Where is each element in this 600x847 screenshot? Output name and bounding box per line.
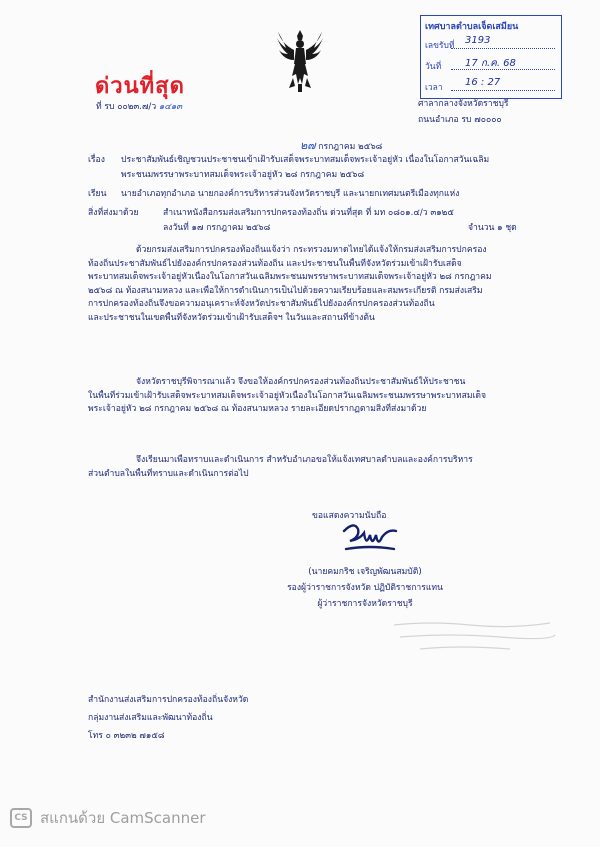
attachment-line2: ลงวันที่ ๑๗ กรกฎาคม ๒๕๖๘ (163, 223, 271, 233)
body-line: พระบาทสมเด็จพระเจ้าอยู่หัวเนื่องในโอกาสวันเฉลิมพระชนมพรรษาพระบาทสมเด็จพระเจ้าอยู่หัว ๒๘ กรกฎาคม (88, 272, 492, 283)
subject-label: เรื่อง (88, 155, 105, 165)
watermark-text: สแกนด้วย CamScanner (40, 809, 206, 827)
signature-icon (340, 519, 400, 555)
body-paragraph-2 (88, 376, 558, 417)
address-line1: ศาลากลางจังหวัดราชบุรี (418, 99, 509, 109)
stamp-date-value: 17 ก.ค. 68 (465, 58, 516, 69)
stamp-receive-label: เลขรับที่ (425, 41, 455, 51)
body-line: ด้วยกรมส่งเสริมการปกครองท้องถิ่นแจ้งว่า กระทรวงมหาดไทยได้แจ้งให้กรมส่งเสริมการปกครอง (136, 245, 487, 255)
stamp-line (451, 90, 555, 91)
camscanner-logo-icon: CS (10, 808, 32, 828)
receive-stamp (420, 15, 562, 99)
camscanner-watermark (10, 806, 206, 830)
body-line: ส่วนตำบลในพื้นที่ทราบและดำเนินการต่อไป (88, 468, 249, 479)
body-line: พระเจ้าอยู่หัว ๒๘ กรกฎาคม ๒๕๖๘ ณ ท้องสนามหลวง รายละเอียดปรากฏตามสิ่งที่ส่งมาด้วย (88, 404, 427, 415)
garuda-emblem-icon (276, 28, 324, 94)
stamp-line (451, 69, 555, 70)
reference-handwritten: ๑๔๑๓ (158, 102, 183, 112)
to-text: นายอำเภอทุกอำเภอ นายกองค์การบริหารส่วนจังหวัดราชบุรี และนายกเทศมนตรีเมืองทุกแห่ง (121, 189, 460, 199)
address-line2: ถนนอำเภอ รบ ๗๐๐๐๐ (418, 115, 502, 125)
body-line: จึงเรียนมาเพื่อทราบและดำเนินการ สำหรับอำเภอขอให้แจ้งเทศบาลตำบลและองค์การบริหาร (136, 455, 473, 465)
body-line: ๒๕๖๘ ณ ท้องสนามหลวง และเพื่อให้การดำเนินการเป็นไปด้วยความเรียบร้อยและสมพระเกียรติ กรมส่งเสริม (88, 285, 483, 296)
signer-name: (นายคมกริช เจริญพัฒนสมบัติ) (308, 567, 422, 577)
reference-number (96, 99, 182, 113)
faded-handwriting-icon (390, 615, 560, 655)
subject-line2: พระชนมพรรษาพระบาทสมเด็จพระเจ้าอยู่หัว ๒๘ กรกฎาคม ๒๕๖๘ (121, 170, 365, 180)
stamp-receive-value: 3193 (465, 35, 491, 46)
stamp-title: เทศบาลตำบลเจ็ดเสมียน (425, 22, 519, 32)
date-handwritten: ๒๗ (300, 139, 316, 152)
attachment-line1: สำเนาหนังสือกรมส่งเสริมการปกครองท้องถิ่น ด่วนที่สุด ที่ มท ๐๘๐๑.๔/ว ๓๑๒๕ (163, 208, 454, 218)
subject-line1: ประชาสัมพันธ์เชิญชวนประชาชนเข้าเฝ้ารับเสด็จพระบาทสมเด็จพระเจ้าอยู่หัว เนื่องในโอกาสวันเฉลิม (121, 155, 490, 165)
stamp-time-label: เวลา (425, 83, 443, 93)
body-line: การปกครองท้องถิ่นจึงขอความอนุเคราะห์จังหวัดประชาสัมพันธ์ไปยังองค์กรปกครองส่วนท้องถิ่น (88, 299, 435, 310)
stamp-time-value: 16 : 27 (465, 77, 501, 88)
document-date (300, 136, 382, 154)
body-line: ในพื้นที่ร่วมเข้าเฝ้ารับเสด็จพระบาทสมเด็จพระเจ้าอยู่หัวเนื่องในโอกาสวันเฉลิมพระชนมพรรษาพระบาทสมเด็จ (88, 390, 487, 401)
body-paragraph-3 (88, 454, 558, 481)
urgency-label: ด่วนที่สุด (95, 74, 185, 99)
footer-office: สำนักงานส่งเสริมการปกครองท้องถิ่นจังหวัด (88, 695, 249, 705)
signer-position-1: รองผู้ว่าราชการจังหวัด ปฏิบัติราชการแทน (287, 583, 443, 593)
stamp-date-label: วันที่ (425, 62, 442, 72)
date-text: กรกฎาคม ๒๕๖๘ (318, 142, 383, 152)
body-line: จังหวัดราชบุรีพิจารณาแล้ว จึงขอให้องค์กรปกครองส่วนท้องถิ่นประชาสัมพันธ์ให้ประชาชน (136, 377, 466, 387)
footer-phone: โทร ๐ ๓๒๓๒ ๗๑๕๘ (88, 731, 165, 741)
to-label: เรียน (88, 189, 107, 199)
stamp-line (451, 48, 555, 49)
body-line: และประชาชนในเขตพื้นที่จังหวัดร่วมเข้าเฝ้ารับเสด็จฯ ในวันและสถานที่ข้างต้น (88, 312, 375, 323)
closing-text: ขอแสดงความนับถือ (312, 511, 387, 521)
body-paragraph-1 (88, 244, 558, 326)
attachment-label: สิ่งที่ส่งมาด้วย (88, 208, 139, 218)
footer-division: กลุ่มงานส่งเสริมและพัฒนาท้องถิ่น (88, 713, 213, 723)
attachment-count: จำนวน ๑ ชุด (468, 223, 517, 233)
reference-prefix: ที่ รบ ๐๐๒๓.๗/ว (96, 102, 157, 112)
signer-position-2: ผู้ว่าราชการจังหวัดราชบุรี (317, 599, 413, 609)
body-line: ท้องถิ่นประชาสัมพันธ์ไปยังองค์กรปกครองส่วนท้องถิ่น และประชาชนในพื้นที่จังหวัดร่วมเข้าเฝ้ารับเสด็จ (88, 258, 462, 269)
